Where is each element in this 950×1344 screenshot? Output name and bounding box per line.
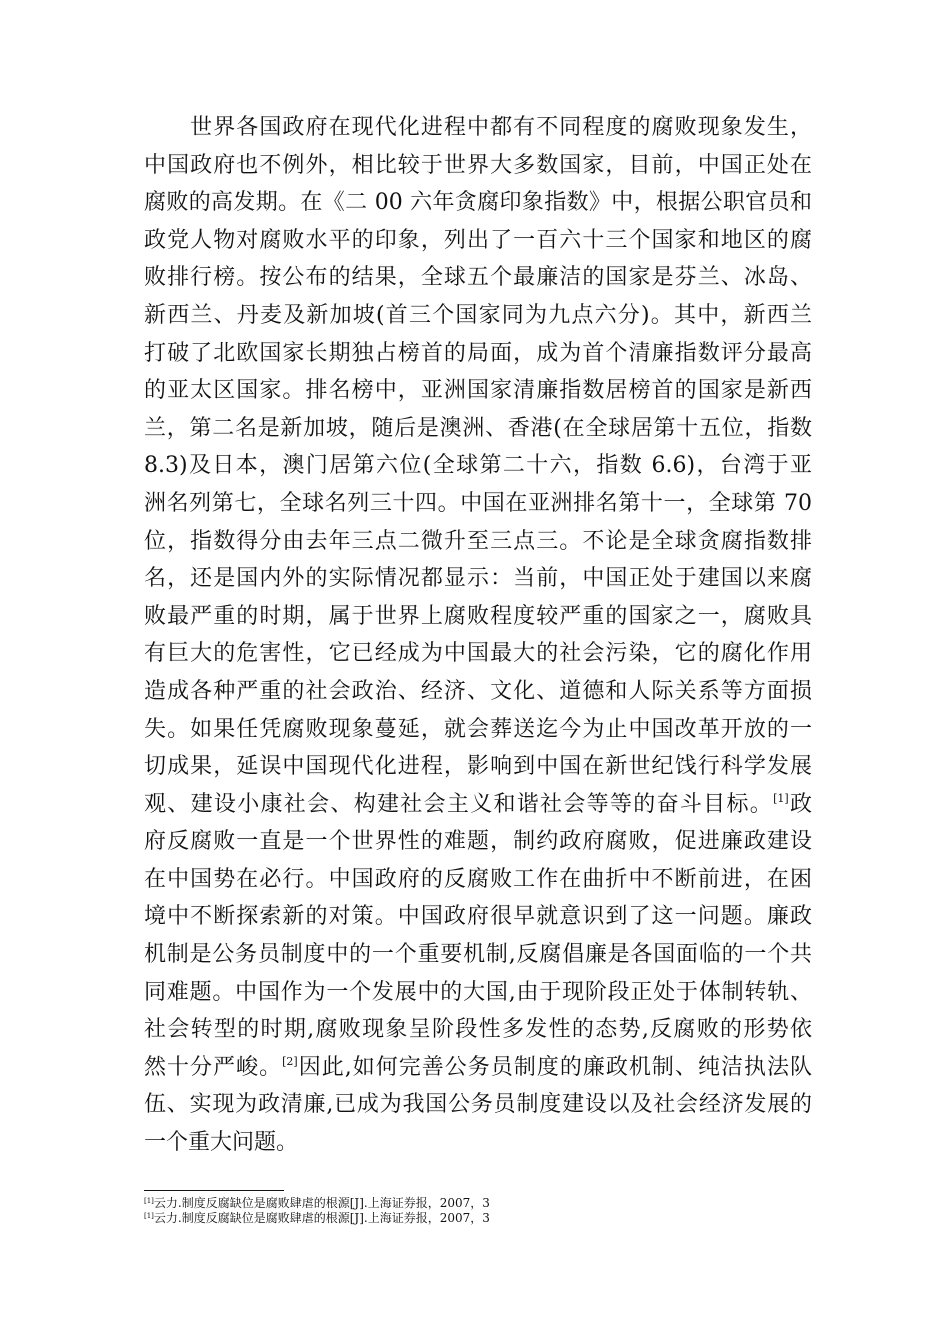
text-line: 位，指数得分由去年三点二微升至三点三。不论是全球贪腐指数排 [144,528,812,554]
text-line: 兰，第二名是新加坡，随后是澳洲、香港(在全球居第十五位，指数 [144,415,812,441]
text-line: 府反腐败一直是一个世界性的难题，制约政府腐败，促进廉政建设 [144,829,812,855]
text-line: 机制是公务员制度中的一个重要机制,反腐倡廉是各国面临的一个共 [144,942,812,968]
text-line: 造成各种严重的社会政治、经济、文化、道德和人际关系等方面损 [144,678,812,704]
text-line: 洲名列第七，全球名列三十四。中国在亚洲排名第十一，全球第 70 [144,490,812,516]
footnote-mark: [1] [144,1212,154,1220]
text-line-with-citation [144,1049,812,1087]
text-segment: 政 [788,791,812,817]
text-line: 新西兰、丹麦及新加坡(首三个国家同为九点六分)。其中，新西兰 [144,302,812,328]
text-line: 腐败的高发期。在《二 00 六年贪腐印象指数》中，根据公职官员和 [144,190,812,216]
text-line: 败排行榜。按公布的结果，全球五个最廉洁的国家是芬兰、冰岛、 [144,265,812,291]
text-line: 一个重大问题。 [144,1130,299,1156]
citation-marker-1: [1] [773,791,789,805]
text-line: 在中国势在必行。中国政府的反腐败工作在曲折中不断前进，在困 [144,866,812,892]
body-paragraph [144,109,812,1162]
text-line: 的亚太区国家。排名榜中，亚洲国家清廉指数居榜首的国家是新西 [144,378,812,404]
text-line: 失。如果任凭腐败现象蔓延，就会葬送迄今为止中国改革开放的一 [144,716,812,742]
text-line: 名，还是国内外的实际情况都显示：当前，中国正处于建国以来腐 [144,566,812,592]
footnote-text: 云力.制度反腐缺位是腐败肆虐的根源[J].上海证券报，2007，3 [153,1196,490,1210]
text-line: 中国政府也不例外，相比较于世界大多数国家，目前，中国正处在 [144,152,812,178]
footnote-item [144,1211,812,1226]
text-line: 败最严重的时期，属于世界上腐败程度较严重的国家之一，腐败具 [144,603,812,629]
text-line: 打破了北欧国家长期独占榜首的局面，成为首个清廉指数评分最高 [144,340,812,366]
footnote-divider [144,1190,284,1191]
footnote-text: 云力.制度反腐缺位是腐败肆虐的根源[J].上海证券报，2007，3 [153,1211,490,1225]
text-line: 世界各国政府在现代化进程中都有不同程度的腐败现象发生， [144,115,812,140]
text-line: 社会转型的时期,腐败现象呈阶段性多发性的态势,反腐败的形势依 [144,1017,812,1043]
text-line: 境中不断探索新的对策。中国政府很早就意识到了这一问题。廉政 [144,904,812,930]
text-line: 同难题。中国作为一个发展中的大国,由于现阶段正处于体制转轨、 [144,979,812,1005]
citation-marker-2: [2] [282,1054,298,1068]
text-line: 政党人物对腐败水平的印象，列出了一百六十三个国家和地区的腐 [144,227,812,253]
text-segment: 然十分严峻。 [144,1054,283,1080]
footnotes [144,1196,812,1226]
text-line: 有巨大的危害性，它已经成为中国最大的社会污染，它的腐化作用 [144,641,812,667]
text-line-with-citation [144,786,812,824]
footnote-mark: [1] [144,1197,154,1205]
text-segment: 因此,如何完善公务员制度的廉政机制、纯洁执法队 [297,1054,812,1080]
text-line: 切成果，延误中国现代化进程，影响到中国在新世纪饯行科学发展 [144,754,812,780]
text-segment: 观、建设小康社会、构建社会主义和谐社会等等的奋斗目标。 [144,791,774,817]
text-line: 8.3)及日本，澳门居第六位(全球第二十六，指数 6.6)，台湾于亚 [144,453,812,479]
text-line: 伍、实现为政清廉,已成为我国公务员制度建设以及社会经济发展的 [144,1092,812,1118]
footnote-item [144,1196,812,1211]
